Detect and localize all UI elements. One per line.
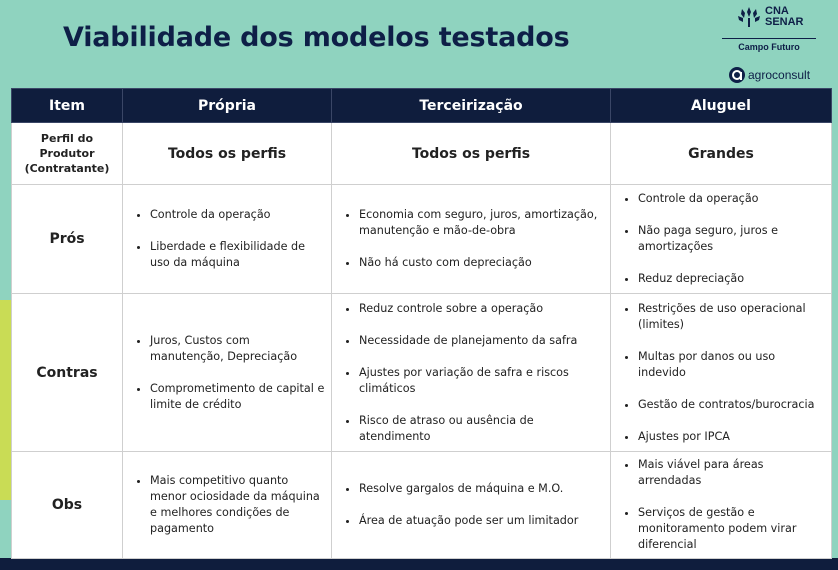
list-item: • Risco de atraso ou ausência de atendimento: [359, 413, 605, 445]
list-item: • Mais competitivo quanto menor ociosidade da máquina e melhores condições de pagamento: [150, 473, 326, 537]
row-contras: [12, 294, 832, 452]
contras-aluguel-cell: [611, 294, 832, 452]
campo-futuro-logo: Campo Futuro: [738, 42, 800, 52]
list-item: • Gestão de contratos/burocracia: [638, 397, 826, 413]
list-item: • Área de atuação pode ser um limitador: [359, 513, 605, 529]
list-item: • Reduz controle sobre a operação: [359, 301, 605, 317]
list-item: • Serviços de gestão e monitoramento podem virar diferencial: [638, 505, 826, 553]
pros-aluguel-cell: [611, 185, 832, 294]
agroconsult-text: agroconsult: [748, 68, 811, 82]
list-item: • Restrições de uso operacional (limites): [638, 301, 826, 333]
comparison-table: [11, 88, 832, 559]
contras-propria-cell: [123, 294, 332, 452]
logo-divider: [722, 38, 816, 39]
list-item: • Juros, Custos com manutenção, Depreciação: [150, 333, 326, 365]
list-item: • Ajustes por IPCA: [638, 429, 826, 445]
obs-propria-cell: [123, 452, 332, 559]
list-item: • Multas por danos ou uso indevido: [638, 349, 826, 381]
perfil-label-line: Produtor: [39, 147, 95, 160]
list-item: • Economia com seguro, juros, amortização, manutenção e mão-de-obra: [359, 207, 605, 239]
list-item: • Necessidade de planejamento da safra: [359, 333, 605, 349]
obs-label: Obs: [12, 452, 123, 559]
logo-senar-text: SENAR: [765, 16, 804, 28]
agroconsult-logo: [728, 66, 810, 84]
logo-cna-text: CNA: [765, 5, 789, 17]
list-item: • Não paga seguro, juros e amortizações: [638, 223, 826, 255]
page-title: Viabilidade dos modelos testados: [63, 22, 570, 53]
header-terceirizacao: Terceirização: [332, 89, 611, 123]
contras-label: Contras: [12, 294, 123, 452]
perfil-aluguel: Grandes: [611, 123, 832, 185]
pros-propria-cell: [123, 185, 332, 294]
list-item: • Comprometimento de capital e limite de crédito: [150, 381, 326, 413]
cna-senar-logo: [737, 6, 804, 28]
pros-terceirizacao-cell: [332, 185, 611, 294]
list-item: • Controle da operação: [150, 207, 326, 223]
row-perfil: [12, 123, 832, 185]
list-item: • Liberdade e flexibilidade de uso da máquina: [150, 239, 326, 271]
obs-aluguel-cell: [611, 452, 832, 559]
list-item: • Reduz depreciação: [638, 271, 826, 287]
contras-terceirizacao-cell: [332, 294, 611, 452]
list-item: • Mais viável para áreas arrendadas: [638, 457, 826, 489]
list-item: • Resolve gargalos de máquina e M.O.: [359, 481, 605, 497]
list-item: • Não há custo com depreciação: [359, 255, 605, 271]
agroconsult-icon: [728, 66, 746, 84]
obs-terceirizacao-cell: [332, 452, 611, 559]
list-item: • Controle da operação: [638, 191, 826, 207]
pros-label: Prós: [12, 185, 123, 294]
table-header-row: [12, 89, 832, 123]
header-propria: Própria: [123, 89, 332, 123]
row-obs: [12, 452, 832, 559]
perfil-label-line: Perfil do: [40, 132, 94, 145]
perfil-terceirizacao: Todos os perfis: [332, 123, 611, 185]
perfil-label-line: (Contratante): [24, 162, 110, 175]
perfil-propria: Todos os perfis: [123, 123, 332, 185]
wheat-icon: [737, 6, 761, 28]
list-item: • Ajustes por variação de safra e riscos climáticos: [359, 365, 605, 397]
bottom-band: [0, 558, 838, 570]
header-aluguel: Aluguel: [611, 89, 832, 123]
row-pros: [12, 185, 832, 294]
header-item: Item: [12, 89, 123, 123]
perfil-label-cell: [12, 123, 123, 185]
